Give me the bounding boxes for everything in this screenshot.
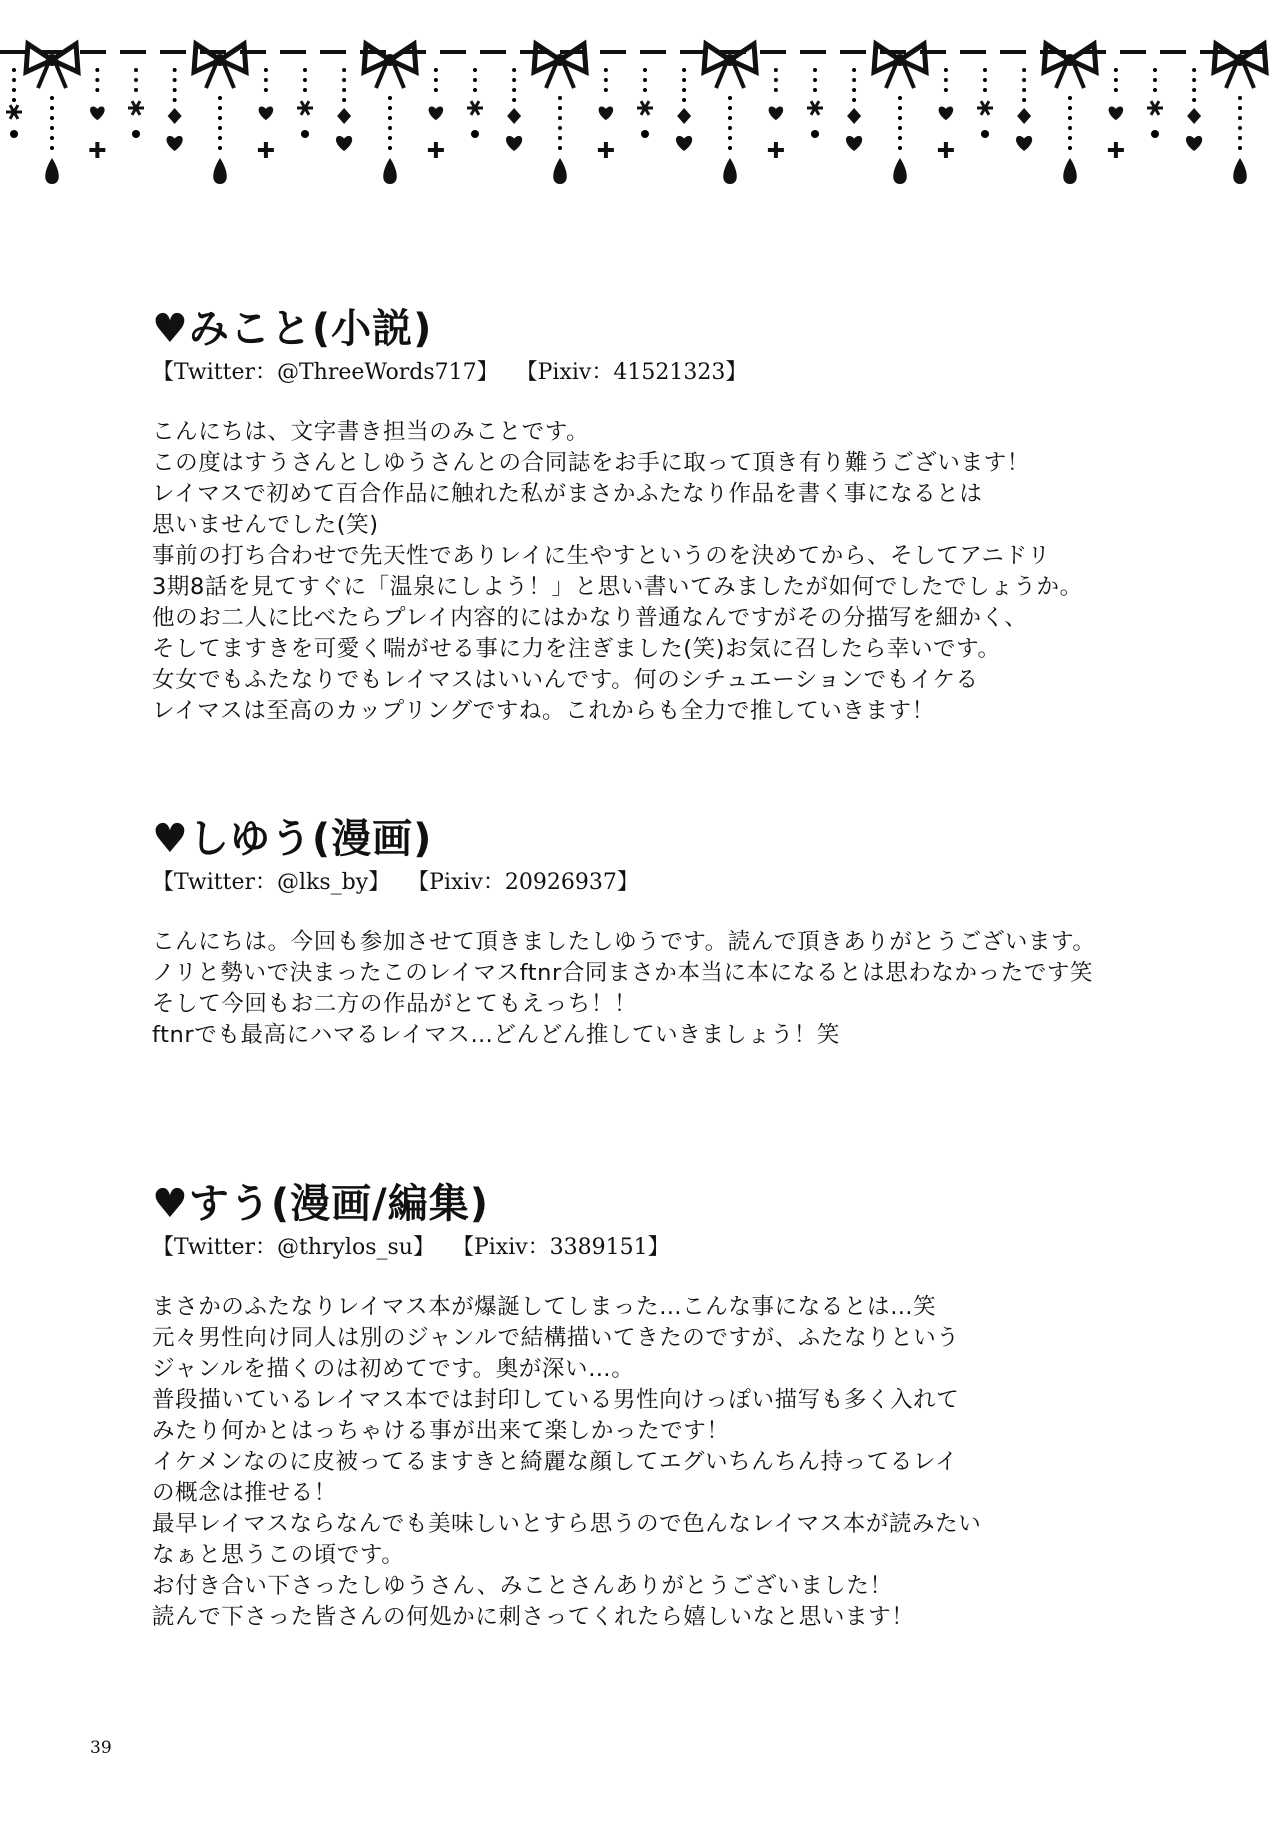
dot [1068, 146, 1072, 150]
section-body [152, 417, 1232, 727]
dot [512, 68, 516, 72]
author-section-shiyu [152, 815, 1232, 1051]
dot [558, 106, 562, 110]
dot [643, 88, 647, 92]
dot [981, 130, 989, 138]
pixiv-id: 【Pixiv：20926937】 [407, 870, 639, 895]
twitter-handle: 【Twitter：@lks_by】 [152, 870, 391, 895]
body-line: そして今回もお二方の作品がとてもえっち！！ [152, 991, 638, 1017]
author-section-mikoto [152, 305, 1232, 727]
dot [473, 68, 477, 72]
heart-icon [90, 106, 105, 120]
dot [132, 130, 140, 138]
body-line: この度はすうさんとしゆうさんとの合同誌をお手に取って頂き有り難うございます！ [152, 450, 1030, 476]
dot [218, 96, 222, 100]
dot [728, 126, 732, 130]
heart-icon [1186, 136, 1202, 151]
plus-icon [89, 142, 105, 158]
section-heading: ♥すう(漫画/編集) [152, 1181, 490, 1227]
dot [218, 136, 222, 140]
dot [1153, 88, 1157, 92]
dot [641, 130, 649, 138]
dot [134, 68, 138, 72]
drop-icon [723, 158, 737, 184]
dot [1022, 88, 1026, 92]
dot [682, 88, 686, 92]
dot [1022, 68, 1026, 72]
dot [95, 68, 99, 72]
pixiv-id: 【Pixiv：3389151】 [451, 1235, 670, 1260]
dot [95, 78, 99, 82]
dot [50, 146, 54, 150]
dot [1114, 78, 1118, 82]
body-line: レイマスは至高のカップリングですね。これからも全力で推していきます！ [152, 698, 935, 724]
dot [898, 96, 902, 100]
dot [95, 88, 99, 92]
heart-icon [506, 136, 522, 151]
dot [643, 78, 647, 82]
dot [512, 78, 516, 82]
heart-icon [1109, 106, 1124, 120]
dot [898, 126, 902, 130]
dot [728, 146, 732, 150]
dot [12, 78, 16, 82]
dot [12, 98, 16, 102]
dot [342, 68, 346, 72]
dot [1192, 78, 1196, 82]
dot [1238, 136, 1242, 140]
dot [303, 88, 307, 92]
dot [434, 68, 438, 72]
dot [1192, 68, 1196, 72]
diamond-icon [1017, 108, 1031, 124]
dot [218, 146, 222, 150]
body-line: ノリと勢いで決まったこのレイマスftnr合同まさか本当に本になるとは思わなかったです笑 [152, 960, 1094, 986]
twitter-handle: 【Twitter：@thrylos_su】 [152, 1235, 435, 1260]
body-line: こんにちは、文字書き担当のみことです。 [152, 419, 590, 445]
body-line: 事前の打ち合わせで先天性でありレイに生やすというのを決めてから、そしてアニドリ [152, 543, 1051, 569]
body-line: レイマスで初めて百合作品に触れた私がまさかふたなり作品を書く事になるとは [152, 481, 983, 507]
dot [813, 68, 817, 72]
dot [264, 88, 268, 92]
dot [1114, 88, 1118, 92]
dot [301, 130, 309, 138]
dot [1238, 116, 1242, 120]
heart-icon [167, 136, 183, 151]
dot [558, 136, 562, 140]
body-line: お付き合い下さったしゆうさん、みことさんありがとうございました！ [152, 1573, 893, 1599]
dot [983, 68, 987, 72]
dot [1068, 116, 1072, 120]
drop-icon [553, 158, 567, 184]
heart-icon [429, 106, 444, 120]
dot [10, 130, 18, 138]
dot [728, 136, 732, 140]
plus-icon [258, 142, 274, 158]
author-links [152, 1234, 1232, 1262]
plus-icon [938, 142, 954, 158]
dot [1022, 78, 1026, 82]
dot [728, 116, 732, 120]
dot [264, 68, 268, 72]
diamond-icon [677, 108, 691, 124]
dot [12, 88, 16, 92]
body-line: みたり何かとはっちゃける事が出来て楽しかったです！ [152, 1418, 730, 1444]
dot [1114, 68, 1118, 72]
diamond-icon [847, 108, 861, 124]
dot [1238, 126, 1242, 130]
dot [728, 106, 732, 110]
dot [173, 78, 177, 82]
section-heading: ♥みこと(小説) [152, 306, 433, 352]
body-line: ジャンルを描くのは初めてです。奥が深い…。 [152, 1356, 635, 1382]
dot [774, 78, 778, 82]
dot [558, 146, 562, 150]
body-line: こんにちは。今回も参加させて頂きましたしゆうです。読んで頂きありがとうございます。 [152, 929, 1096, 955]
drop-icon [45, 158, 59, 184]
dot [342, 98, 346, 102]
dot [682, 78, 686, 82]
drop-icon [893, 158, 907, 184]
body-line: 普段描いているレイマス本では封印している男性向けっぽい描写も多く入れて [152, 1387, 960, 1413]
dot [983, 88, 987, 92]
dot [1068, 126, 1072, 130]
body-line: 女女でもふたなりでもレイマスはいいんです。何のシチュエーションでもイケる [152, 667, 979, 693]
dot [218, 106, 222, 110]
twitter-handle: 【Twitter：@ThreeWords717】 [152, 360, 499, 385]
pixiv-id: 【Pixiv：41521323】 [515, 360, 748, 385]
dot [50, 126, 54, 130]
heart-icon [1016, 136, 1032, 151]
section-body [152, 927, 1232, 1051]
dot [1068, 136, 1072, 140]
dot [342, 78, 346, 82]
dot [134, 88, 138, 92]
dot [134, 78, 138, 82]
dot [388, 106, 392, 110]
dot [303, 68, 307, 72]
plus-icon [768, 142, 784, 158]
dot [604, 68, 608, 72]
dot [512, 98, 516, 102]
dot [473, 88, 477, 92]
body-line: 元々男性向け同人は別のジャンルで結構描いてきたのですが、ふたなりという [152, 1325, 960, 1351]
dot [173, 68, 177, 72]
body-line: 読んで下さった皆さんの何処かに刺さってくれたら嬉しいなと思います！ [152, 1604, 915, 1630]
dot [898, 116, 902, 120]
author-links [152, 359, 1232, 387]
dot [388, 126, 392, 130]
plus-icon [1108, 142, 1124, 158]
dot [944, 88, 948, 92]
dot [1068, 96, 1072, 100]
dot [682, 98, 686, 102]
body-line: 他のお二人に比べたらプレイ内容的にはかなり普通なんですがその分描写を細かく、 [152, 605, 1028, 631]
dot [682, 68, 686, 72]
section-heading: ♥しゆう(漫画) [152, 816, 433, 862]
body-line: 思いませんでした(笑) [152, 512, 379, 538]
dot [388, 146, 392, 150]
heart-icon [259, 106, 274, 120]
dot [1192, 98, 1196, 102]
author-links [152, 869, 1232, 897]
dot [811, 130, 819, 138]
drop-icon [1063, 158, 1077, 184]
dot [50, 106, 54, 110]
body-line: まさかのふたなりレイマス本が爆誕してしまった…こんな事になるとは…笑 [152, 1294, 937, 1320]
dot [944, 68, 948, 72]
body-line: 最早レイマスならなんでも美味しいとすら思うので色んなレイマス本が読みたい [152, 1511, 982, 1537]
dot [303, 78, 307, 82]
body-line: の概念は推せる！ [152, 1480, 337, 1506]
dot [512, 88, 516, 92]
dot [471, 130, 479, 138]
diamond-icon [337, 108, 351, 124]
author-section-suu [152, 1180, 1232, 1633]
dot [218, 126, 222, 130]
dot [388, 96, 392, 100]
dot [898, 106, 902, 110]
drop-icon [1233, 158, 1247, 184]
dot [473, 78, 477, 82]
dot [852, 68, 856, 72]
dot [173, 98, 177, 102]
heart-icon [599, 106, 614, 120]
plus-icon [598, 142, 614, 158]
dot [1022, 98, 1026, 102]
body-line: そしてますきを可愛く喘がせる事に力を注ぎました(笑)お気に召したら幸いです。 [152, 636, 1001, 662]
dot [558, 96, 562, 100]
dot [852, 78, 856, 82]
dot [558, 116, 562, 120]
dot [1151, 130, 1159, 138]
dot [558, 126, 562, 130]
dot [728, 96, 732, 100]
dot [50, 116, 54, 120]
dot [388, 136, 392, 140]
dot [1238, 146, 1242, 150]
dot [944, 78, 948, 82]
dot [983, 78, 987, 82]
dot [852, 88, 856, 92]
dot [12, 68, 16, 72]
dot [774, 88, 778, 92]
page-number: 39 [90, 1738, 112, 1758]
body-line: イケメンなのに皮被ってるますきと綺麗な顔してエグいちんちん持ってるレイ [152, 1449, 959, 1475]
bow-garland-icon [0, 0, 1280, 200]
heart-icon [769, 106, 784, 120]
dot [604, 88, 608, 92]
dot [898, 146, 902, 150]
plus-icon [428, 142, 444, 158]
dot [434, 88, 438, 92]
body-line: ftnrでも最高にハマるレイマス…どんどん推していきましょう！笑 [152, 1022, 840, 1048]
dot [388, 116, 392, 120]
body-line: 3期8話を見てすぐに「温泉にしよう！」と思い書いてみましたが如何でしたでしょうか。 [152, 574, 1083, 600]
drop-icon [383, 158, 397, 184]
dot [1238, 106, 1242, 110]
dot [852, 98, 856, 102]
dot [342, 88, 346, 92]
dot [604, 78, 608, 82]
heart-icon [336, 136, 352, 151]
diamond-icon [1187, 108, 1201, 124]
dot [218, 116, 222, 120]
dot [173, 88, 177, 92]
dot [264, 78, 268, 82]
dot [1153, 68, 1157, 72]
dot [1192, 88, 1196, 92]
drop-icon [213, 158, 227, 184]
dot [813, 78, 817, 82]
diamond-icon [168, 108, 182, 124]
dot [50, 96, 54, 100]
dot [1238, 96, 1242, 100]
dot [774, 68, 778, 72]
heart-icon [846, 136, 862, 151]
dot [1068, 106, 1072, 110]
heart-icon [676, 136, 692, 151]
dot [434, 78, 438, 82]
dot [898, 136, 902, 140]
body-line: なぁと思うこの頃です。 [152, 1542, 405, 1568]
dot [50, 136, 54, 140]
dot [643, 68, 647, 72]
section-body [152, 1292, 1232, 1633]
dot [813, 88, 817, 92]
dot [1153, 78, 1157, 82]
diamond-icon [507, 108, 521, 124]
heart-icon [939, 106, 954, 120]
